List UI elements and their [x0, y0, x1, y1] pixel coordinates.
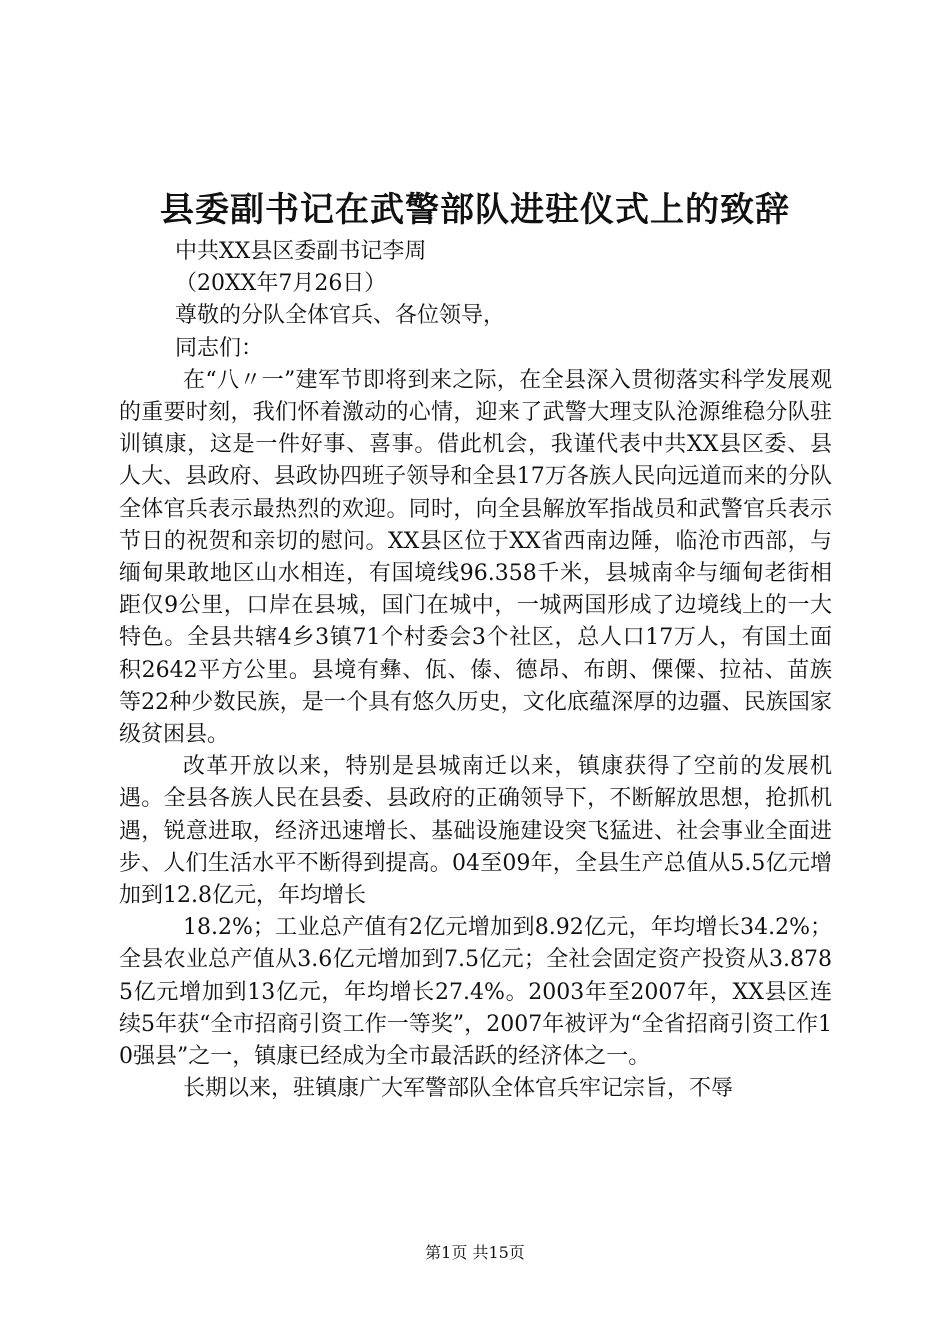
document-body	[119, 236, 832, 1105]
salutation-line: 同志们：	[175, 335, 264, 361]
paragraph: 长期以来，驻镇康广大军警部队全体官兵牢记宗旨，不辱	[183, 1076, 734, 1102]
paragraph: 18.2%；工业总产值有2亿元增加到8.92亿元，年均增长34.2%；全县农业总产值从3.6亿元增加到7.5亿元；全社会固定资产投资从3.8785亿元增加到13亿元，年均增长27.4%。2003年至2007年，XX县区连续5年获“全市招商引资工作一等奖”，2007年被评为“全省招商引资工作10强县”之一，镇康已经成为全市最活跃的经济体之一。	[119, 915, 832, 1070]
paragraph: 改革开放以来，特别是县城南迁以来，镇康获得了空前的发展机遇。全县各族人民在县委、县政府的正确领导下，不断解放思想，抢抓机遇，锐意进取，经济迅速增长、基础设施建设突飞猛进、社会事业全面进步、人们生活水平不断得到提高。04至09年，全县生产总值从5.5亿元增加到12.8亿元，年均增长	[119, 754, 832, 909]
document-title: 县委副书记在武警部队进驻仪式上的致辞	[160, 190, 790, 230]
page-number: 第1页 共15页	[425, 1243, 525, 1262]
paragraph: 在“八〃一”建军节即将到来之际，在全县深入贯彻落实科学发展观的重要时刻，我们怀着激动的心情，迎来了武警大理支队沧源维稳分队驻训镇康，这是一件好事、喜事。借此机会，我谨代表中共XX县区委、县人大、县政府、县政协四班子领导和全县17万各族人民向远道而来的分队全体官兵表示最热烈的欢迎。同时，向全县解放军指战员和武警官兵表示节日的祝贺和亲切的慰问。XX县区位于XX省西南边陲，临沧市西部，与缅甸果敢地区山水相连，有国境线96.358千米，县城南伞与缅甸老街相距仅9公里，口岸在县城，国门在城中，一城两国形成了边境线上的一大特色。全县共辖4乡3镇71个村委会3个社区，总人口17万人，有国土面积2642平方公里。县境有彝、佤、傣、德昂、布朗、傈僳、拉祜、苗族等22种少数民族，是一个具有悠久历史，文化底蕴深厚的边疆、民族国家级贫困县。	[119, 367, 832, 748]
date-line: （20XX年7月26日）	[175, 271, 387, 297]
salutation-line: 尊敬的分队全体官兵、各位领导，	[175, 303, 506, 329]
author-line: 中共XX县区委副书记李周	[175, 239, 427, 264]
